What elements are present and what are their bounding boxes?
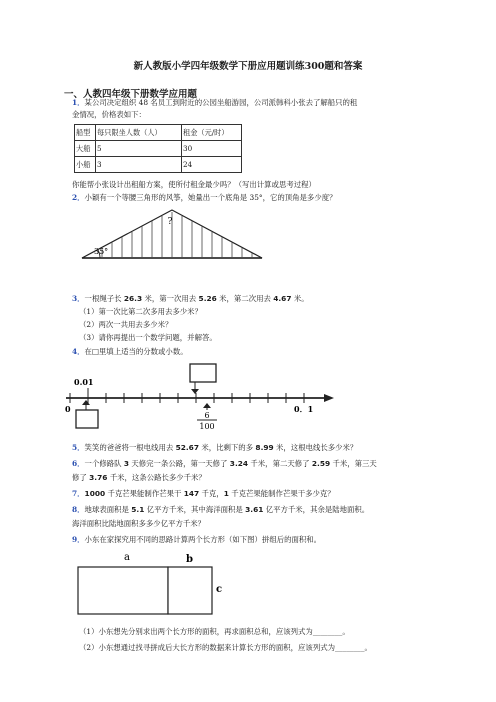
table-cell: 小船 (75, 157, 96, 173)
q3-text: 米。 (291, 294, 309, 303)
q3-sub-3: （3）请你再提出一个数学问题，并解答。 (79, 333, 217, 342)
table-row (75, 141, 242, 157)
q8-line-1 (72, 505, 369, 515)
q8-text: 地球表面积是 (84, 505, 132, 514)
q3-value: 5.26 (198, 294, 217, 303)
q9-sub-2: （2）小东想通过找寻拼成后大长方形的数据来计算长方形的面积，应该列式为________。 (79, 643, 372, 652)
down-arrow-icon (191, 389, 199, 394)
q3-text: 一根绳子长 (84, 294, 124, 303)
table-cell: 大船 (75, 141, 96, 157)
q3-text: 米，第一次用去 (142, 294, 199, 303)
table-cell: 24 (182, 157, 242, 173)
answer-box-top[interactable] (190, 364, 216, 382)
q9-sub-1: （1）小东想先分别求出两个长方形的面积，再求面积总和，应该列式为________。 (79, 627, 350, 636)
table-row (75, 157, 242, 173)
label-b: b (186, 554, 193, 565)
arrow-head (324, 394, 334, 402)
price-table (74, 124, 242, 173)
q3-sub-2: （2）两次一共用去多少米？ (79, 320, 173, 329)
page-title: 新人教版小学四年级数学下册应用题训练300题和答案 (133, 61, 363, 72)
q1-text-1: 某公司决定组织 48 名员工到附近的公园坐船游园，公司派韩科小张去了解船只的租 (84, 98, 358, 107)
q7-number: 7． (72, 489, 85, 498)
q6-text: 千米，第二天修了 (248, 459, 312, 468)
label-a: a (124, 552, 130, 563)
q8-number: 8． (72, 505, 85, 514)
q4-line (72, 347, 188, 357)
q6-value: 2.59 (311, 459, 331, 468)
table-header-cell: 每只限坐人数（人） (96, 125, 182, 141)
q6-text: 一个修路队 (84, 459, 124, 468)
rectangles-figure (72, 548, 242, 620)
q6-number: 6． (72, 459, 85, 468)
table-cell: 3 (96, 157, 182, 173)
q6-line-1 (72, 459, 377, 469)
label-zero: 0 (65, 404, 71, 414)
fraction-numerator: 6 (204, 411, 210, 420)
q6-text: 天修完一条公路，第一天修了 (129, 459, 230, 468)
up-arrow-icon (82, 400, 90, 405)
q7-text: 千克芒果能制作芒果干多少克？ (228, 489, 335, 498)
q5-line (72, 443, 357, 453)
label-c: c (216, 584, 223, 595)
q9-line (72, 535, 321, 545)
fraction-denominator: 100 (199, 422, 215, 431)
table-cell: 30 (182, 141, 242, 157)
q3-value: 4.67 (273, 294, 292, 303)
q4-number: 4． (72, 347, 85, 356)
q8-text: 亿平方千米，其余是陆地面积。 (263, 505, 370, 514)
q2-number: 2． (72, 193, 85, 202)
q1-line-1 (72, 98, 357, 108)
q7-text: 千克， (199, 489, 224, 498)
answer-box-bottom[interactable] (76, 410, 98, 428)
q3-line (72, 294, 309, 304)
q8-line-2: 海洋面积比陆地面积多多少亿平方千米？ (72, 519, 206, 528)
q2-line (72, 193, 337, 203)
apex-question-mark: ? (167, 217, 173, 227)
q3-value: 26.3 (123, 294, 143, 303)
q6-text: 千米，这条公路长多少千米？ (107, 473, 206, 482)
q6-line-2 (72, 473, 206, 483)
q5-number: 5． (72, 443, 85, 452)
kite-triangle-figure (78, 206, 268, 266)
q8-value: 3.61 (245, 505, 264, 514)
base-angle-label: 35° (94, 247, 109, 256)
rectangle-b (168, 567, 212, 614)
label-0-01: 0.01 (74, 377, 94, 387)
q3-sub-1: （1）第一次比第二次多用去多少米？ (79, 307, 202, 316)
q5-value: 8.99 (255, 443, 274, 452)
number-line-figure (62, 358, 350, 434)
q4-text: 在□里填上适当的分数或小数。 (84, 347, 188, 356)
q7-value: 147 (183, 489, 200, 498)
table-header-cell: 船型 (75, 125, 96, 141)
q7-value: 1000 (84, 489, 106, 498)
q3-number: 3． (72, 294, 85, 303)
q6-value: 3 (123, 459, 130, 468)
q7-value: 1 (223, 489, 229, 498)
q5-text: 米，这根电线长多少米？ (273, 443, 358, 452)
q6-value: 3.76 (89, 473, 108, 482)
q5-text: 米，比剩下的多 (198, 443, 256, 452)
label-0-1: 0．1 (294, 404, 314, 414)
up-arrow-icon (203, 403, 211, 408)
q7-line (72, 489, 335, 499)
q1-line-2: 金情况，价格表如下： (72, 110, 146, 119)
section-heading: 一、人教四年级下册数学应用题 (64, 89, 198, 100)
q1-question: 你能帮小张设计出租船方案，使所付租金最少吗？（写出计算或思考过程） (72, 180, 316, 189)
q5-text: 笑笑的爸爸将一根电线用去 (84, 443, 176, 452)
table-header-cell: 租金（元/时） (182, 125, 242, 141)
q7-text: 千克芒果能制作芒果干 (105, 489, 184, 498)
table-cell: 5 (96, 141, 182, 157)
q9-text: 小东在家探究用不同的思路计算两个长方形（如下图）拼组后的面积和。 (84, 535, 322, 544)
table-row (75, 125, 242, 141)
q8-text: 亿平方千米，其中海洋面积是 (144, 505, 246, 514)
q6-text: 修了 (72, 473, 90, 482)
q2-text: 小颖有一个等腰三角形的风筝，她量出一个底角是 35°，它的顶角是多少度？ (84, 193, 337, 202)
q5-value: 52.67 (175, 443, 199, 452)
q6-text: 千米，第三天 (330, 459, 377, 468)
q1-number: 1． (72, 98, 85, 107)
q9-number: 9． (72, 535, 85, 544)
q6-value: 3.24 (229, 459, 249, 468)
rectangle-a (78, 567, 168, 614)
q8-value: 5.1 (131, 505, 145, 514)
q3-text: 米，第二次用去 (216, 294, 274, 303)
